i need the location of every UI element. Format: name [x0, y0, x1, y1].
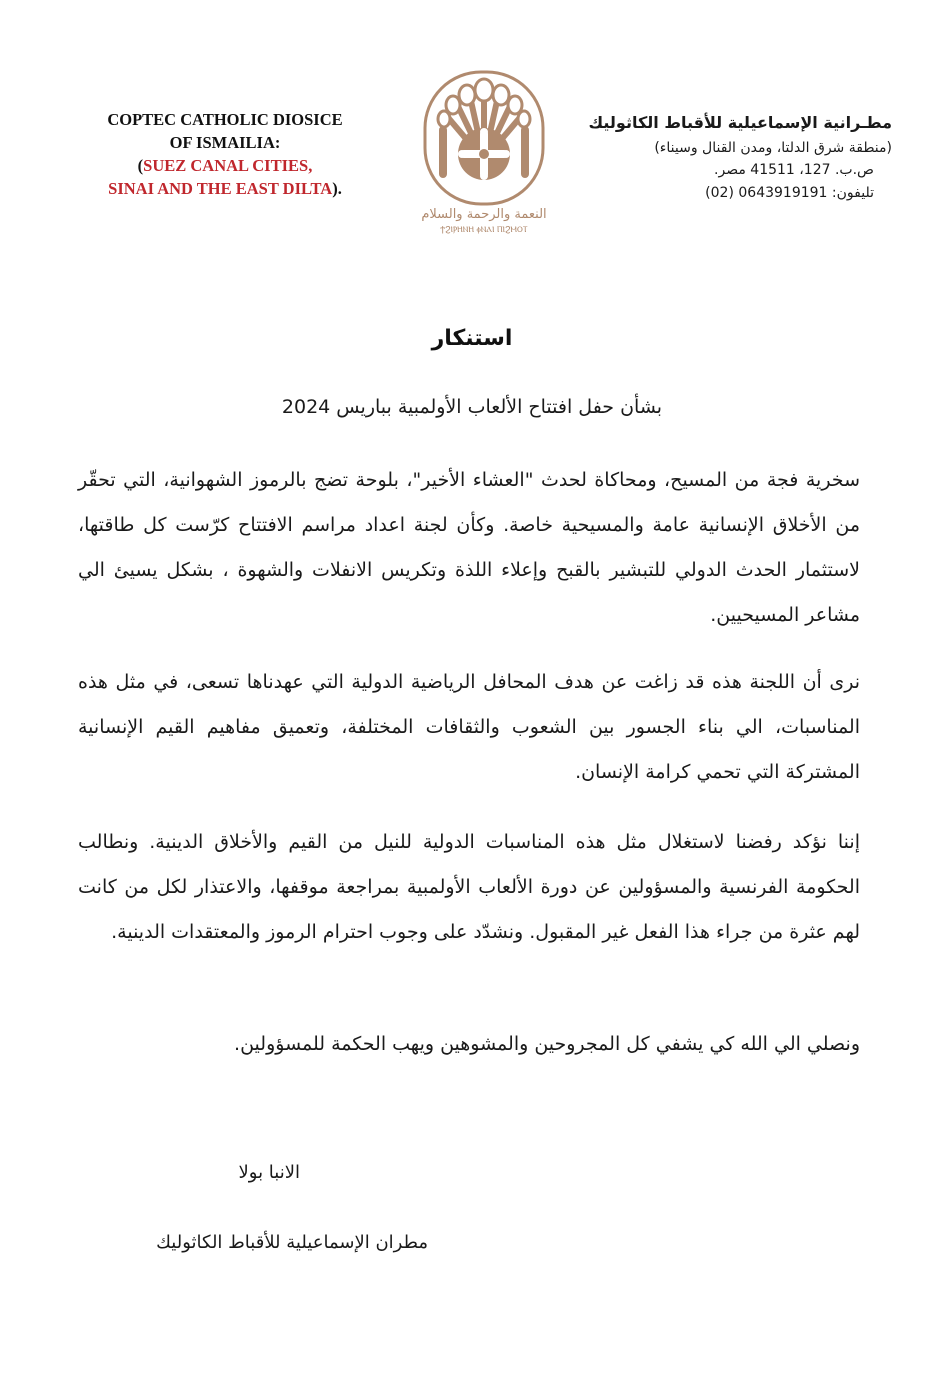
diocese-address: ص.ب. 127، 41511 مصر.: [714, 162, 874, 178]
paragraph-4: ونصلي الي الله كي يشفي كل المجروحين والمشوهين ويهب الحكمة للمسؤولين.: [234, 1033, 860, 1055]
english-letterhead-line-1: COPTEC CATHOLIC DIOSICE: [107, 110, 343, 129]
english-letterhead-line-2: OF ISMAILIA:: [169, 133, 281, 152]
diocese-region-arabic: (منطقة شرق الدلتا، ومدن القنال وسيناء): [654, 139, 892, 156]
paren-close: ).: [332, 179, 342, 198]
shell-cross-emblem-icon: [403, 68, 565, 236]
logo-motto-coptic: ϮϨⲒⲢⲎⲚⲎ ⲫⲚⲀⲒ ⲠⲒϨⲘⲞⲦ: [440, 225, 528, 234]
paragraph-2: نرى أن اللجنة هذه قد زاغت عن هدف المحافل الرياضية الدولية التي عهدناها تسعى، في مثل هذه المناسبات، الي بناء الجسور بين الشعوب والثقافات المختلفة، وتعميق مفاهيم القيم الإنسانية المشتركة التي تحمي كرامة الإنسان.: [78, 671, 860, 783]
signature-title: مطران الإسماعيلية للأقباط الكاثوليك: [156, 1232, 428, 1253]
document-subtitle: بشأن حفل افتتاح الألعاب الأولمبية بباريس 2024: [281, 396, 663, 418]
paragraph-3: إننا نؤكد رفضنا لاستغلال مثل هذه المناسبات الدولية للنيل من القيم والأخلاق الدينية. ونطالب الحكومة الفرنسية والمسؤولين عن دورة الألعاب الأولمبية بمراجعة موقفها، والاعتذار لكل من كانت لهم عثرة من جراء هذا الفعل غير المقبول. ونشدّد على وجوب احترام الرموز والمعتقدات الدينية.: [78, 831, 860, 943]
signature-name: الانبا بولا: [238, 1162, 300, 1183]
arabic-letterhead: [552, 112, 892, 204]
logo-motto-arabic: النعمة والرحمة والسلام: [421, 207, 547, 222]
region-line-2: SINAI AND THE EAST DILTA: [108, 179, 333, 198]
diocese-name-arabic: مطـرانية الإسماعيلية للأقباط الكاثوليك: [588, 113, 892, 132]
english-letterhead: [70, 108, 380, 200]
paragraph-1: سخرية فجة من المسيح، ومحاكاة لحدث "العشاء الأخير"، بلوحة تضج بالرموز الشهوانية، التي تحقّر من الأخلاق الإنسانية عامة والمسيحية خاصة. وكأن لجنة اعداد مراسم الافتتاح كرّست كل طاقتها، لاستثمار الحدث الدولي للتبشير بالقبح وإعلاء اللذة وتكريس الانفلات والشهوة ، بشكل يسيئ الي مشاعر المسيحيين.: [78, 469, 860, 626]
paren-open: (: [137, 156, 144, 175]
document-title: استنكار: [431, 326, 513, 351]
english-letterhead-region: [70, 154, 380, 200]
diocese-logo: [403, 68, 565, 236]
diocese-phone: تليفون: 0643919191 (02): [705, 184, 874, 201]
region-line-1: SUEZ CANAL CITIES,: [143, 156, 313, 175]
